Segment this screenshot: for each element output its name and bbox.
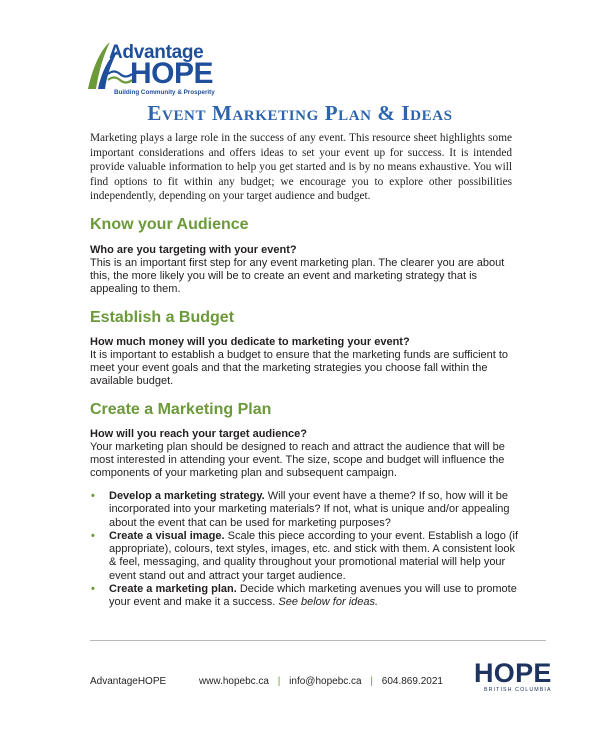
footer-divider	[90, 640, 546, 641]
section-question-budget: How much money will you dedicate to marketing your event?	[90, 336, 410, 348]
footer-separator: |	[277, 676, 281, 687]
hope-bc-logo-text: HOPE	[474, 658, 552, 688]
bullet-text: Decide which marketing avenues you will use to promote your event and make it a success.	[109, 583, 517, 609]
footer-org: AdvantageHOPE	[90, 676, 167, 687]
marketing-plan-bullets	[90, 490, 520, 610]
bullet-lead: Develop a marketing strategy.	[109, 490, 265, 502]
bullet-lead: Create a marketing plan.	[109, 583, 237, 596]
bullet-icon: •	[91, 583, 95, 596]
bullet-lead: Create a visual image.	[109, 529, 225, 542]
bullet-see-below: See below for ideas.	[278, 596, 379, 609]
bullet-text: Will your event have a theme? If so, how will it be incorporated into your marketing materials? If not, what is unique and/or appealing about the event that can be used for marketing purposes?	[109, 490, 510, 529]
bullet-icon: •	[91, 529, 95, 542]
section-heading-audience: Know your Audience	[90, 216, 249, 233]
page-title: Event Marketing Plan & Ideas	[147, 101, 453, 125]
section-question-plan: How will you reach your target audience?	[90, 428, 307, 440]
footer-website-link[interactable]: www.hopebc.ca	[198, 676, 269, 687]
bullet-text: Scale this piece according to your event. Establish a logo (if appropriate), colours, text styles, images, etc. and stick with them. A consistent look & feel, messaging, and quality throughout your promotional material will help your event stand out and attract your target audience.	[109, 529, 519, 582]
logo-hope-text: HOPE	[130, 57, 214, 90]
advantage-hope-logo	[86, 34, 216, 96]
list-item	[90, 530, 520, 583]
section-body-audience: This is an important first step for any event marketing plan. The clearer you are about this, the more likely you will be to create an event and marketing strategy that is appealing to them.	[90, 257, 505, 296]
footer-email-link[interactable]: info@hopebc.ca	[289, 676, 362, 687]
section-heading-budget: Establish a Budget	[90, 309, 235, 326]
list-item	[90, 490, 520, 530]
hope-bc-logo-subtext: BRITISH COLUMBIA	[484, 687, 552, 693]
section-heading-plan: Create a Marketing Plan	[90, 401, 272, 418]
section-question-audience: Who are you targeting with your event?	[90, 244, 297, 256]
footer-separator: |	[370, 676, 373, 687]
section-body-plan: Your marketing plan should be designed to reach and attract the audience that will be most interested in attending your event. The size, scope and budget will influence the components of your marketing plan and subsequent campaign.	[90, 441, 505, 480]
section-body-budget: It is important to establish a budget to ensure that the marketing funds are sufficient to meet your event goals and that the marketing strategies you choose fall within the available budget.	[90, 349, 509, 388]
footer-phone: 604.869.2021	[381, 676, 443, 687]
list-item	[90, 583, 520, 610]
footer-contact	[90, 676, 443, 687]
bullet-icon: •	[91, 490, 95, 502]
hope-bc-logo	[474, 660, 554, 696]
intro-paragraph: Marketing plays a large role in the success of any event. This resource sheet highlights some important considerations and offers ideas to set your event up for success. It is intended provide valuable information to help you get started and is by no means exhaustive. You will find options to fit within any budget; we encourage you to explore other possibilities independently, depending on your target audience and budget.	[90, 132, 512, 203]
logo-tagline: Building Community & Prosperity	[114, 89, 215, 96]
logo-advantage-text: Advantage	[109, 42, 204, 63]
